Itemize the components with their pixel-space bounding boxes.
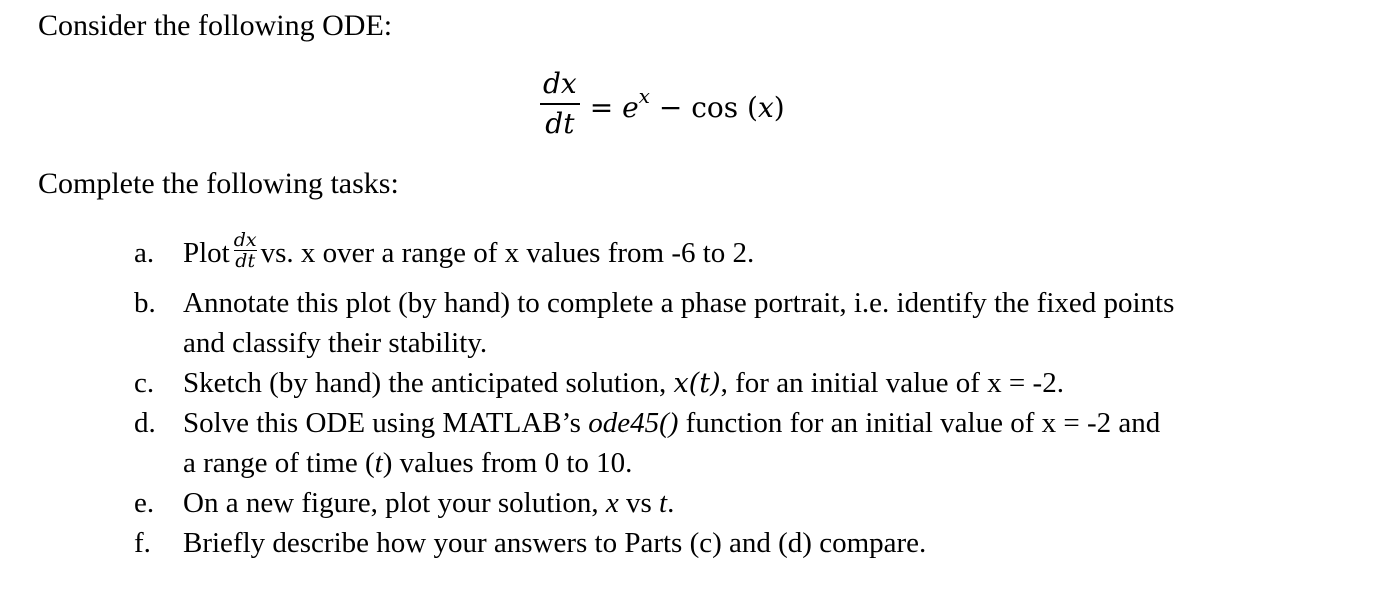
task-d-post: function for an initial value of x = -2 and — [678, 407, 1161, 439]
task-a-frac-num: dx — [233, 228, 257, 251]
task-e-var-t: t — [659, 487, 668, 519]
task-e-letter: e. — [134, 487, 155, 519]
intro-text: Consider the following ODE: — [38, 9, 393, 42]
task-a-pre: Plot — [183, 237, 230, 269]
task-d-line2-post: ) values from 0 to 10. — [382, 447, 633, 479]
task-b-body — [183, 283, 1333, 363]
task-c-post: , for an initial value of x = -2. — [720, 367, 1064, 399]
fraction-bar — [540, 103, 580, 105]
task-d-letter: d. — [134, 407, 156, 439]
task-c-pre: Sketch (by hand) the anticipated solution, — [183, 367, 674, 399]
task-a-body — [183, 228, 1333, 273]
task-b-letter: b. — [134, 287, 156, 319]
task-a-post: vs. x over a range of x values from -6 to 2. — [260, 237, 755, 269]
derivative-fraction — [540, 67, 580, 141]
task-d-line2-var: t — [374, 447, 383, 479]
exp-exponent: x — [638, 84, 650, 108]
ode-equation — [540, 62, 785, 146]
task-c-body — [183, 363, 1333, 404]
task-e-var-x: x — [605, 487, 619, 519]
task-e-body — [183, 483, 1333, 523]
equals-sign: = — [589, 91, 623, 124]
task-e-mid: vs — [618, 487, 660, 519]
task-b-line1: Annotate this plot (by hand) to complete a phase portrait, i.e. identify the fixed points — [183, 287, 1175, 319]
rhs-cos: − cos ( — [649, 91, 758, 124]
rhs-var: x — [757, 91, 774, 124]
task-d-body — [183, 403, 1333, 483]
task-c-letter: c. — [134, 367, 155, 399]
fraction-numerator: dx — [543, 67, 577, 100]
task-a-fraction — [233, 228, 257, 272]
task-a-letter: a. — [134, 237, 155, 269]
fraction-denominator: dt — [545, 107, 575, 140]
equation-rhs — [590, 84, 785, 124]
task-e-post: . — [667, 487, 675, 519]
task-d-pre: Solve this ODE using MATLAB’s — [183, 407, 589, 439]
task-f-letter: f. — [134, 527, 151, 559]
rhs-close: ) — [773, 91, 785, 124]
task-a-frac-den: dt — [235, 249, 256, 272]
task-d-line2-pre: a range of time ( — [183, 447, 375, 479]
exp-base: e — [622, 91, 639, 124]
task-b-line2: and classify their stability. — [183, 327, 488, 359]
task-d-func: ode45() — [588, 407, 679, 439]
tasks-intro-text: Complete the following tasks: — [38, 167, 399, 200]
task-f-body: Briefly describe how your answers to Parts (c) and (d) compare. — [183, 527, 927, 559]
task-e-pre: On a new figure, plot your solution, — [183, 487, 606, 519]
task-c-math: x(t) — [673, 368, 721, 399]
